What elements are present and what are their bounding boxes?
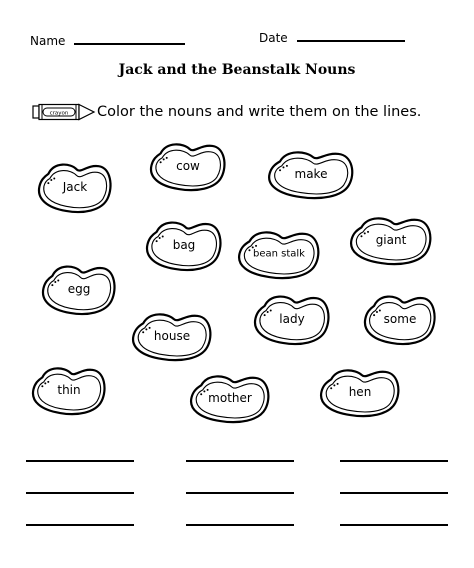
date-label: Date	[259, 31, 288, 45]
instructions: Color the nouns and write them on the lines.	[97, 104, 422, 120]
answer-line[interactable]	[186, 460, 294, 462]
answer-line[interactable]	[340, 524, 448, 526]
bean-giant[interactable]	[350, 214, 432, 266]
bean-word: thin	[57, 383, 81, 397]
name-field-line[interactable]	[74, 43, 185, 45]
bean-word: Jack	[62, 180, 88, 194]
answer-line[interactable]	[340, 460, 448, 462]
bean-make[interactable]	[268, 148, 354, 200]
bean-cow[interactable]	[150, 140, 226, 192]
bean-hen[interactable]	[320, 366, 400, 418]
answer-line[interactable]	[26, 460, 134, 462]
crayon-icon	[32, 102, 96, 122]
bean-bag[interactable]	[146, 218, 222, 272]
bean-word: bag	[172, 238, 196, 252]
bean-word: bean stalk	[253, 248, 305, 260]
name-label: Name	[30, 34, 66, 48]
bean-bean-stalk[interactable]	[238, 228, 320, 280]
bean-jack[interactable]	[38, 160, 112, 214]
answer-line[interactable]	[186, 524, 294, 526]
bean-mother[interactable]	[190, 372, 270, 424]
bean-word: hen	[348, 385, 372, 399]
bean-word: giant	[375, 233, 407, 247]
bean-some[interactable]	[364, 292, 436, 346]
bean-lady[interactable]	[254, 292, 330, 346]
bean-word: lady	[279, 312, 305, 326]
bean-house[interactable]	[132, 310, 212, 362]
bean-word: make	[294, 167, 328, 181]
answer-line[interactable]	[26, 492, 134, 494]
bean-thin[interactable]	[32, 364, 106, 416]
date-field-line[interactable]	[297, 40, 405, 42]
crayon-label: crayon	[49, 110, 69, 117]
bean-word: egg	[67, 282, 91, 296]
worksheet-title: Jack and the Beanstalk Nouns	[118, 62, 356, 78]
bean-word: house	[153, 329, 191, 343]
bean-highlight-dot	[255, 245, 257, 247]
answer-line[interactable]	[26, 524, 134, 526]
bean-egg[interactable]	[42, 262, 116, 316]
bean-word: cow	[176, 159, 200, 173]
answer-line[interactable]	[340, 492, 448, 494]
bean-word: some	[383, 312, 417, 326]
answer-line[interactable]	[186, 492, 294, 494]
bean-word: mother	[208, 391, 252, 405]
